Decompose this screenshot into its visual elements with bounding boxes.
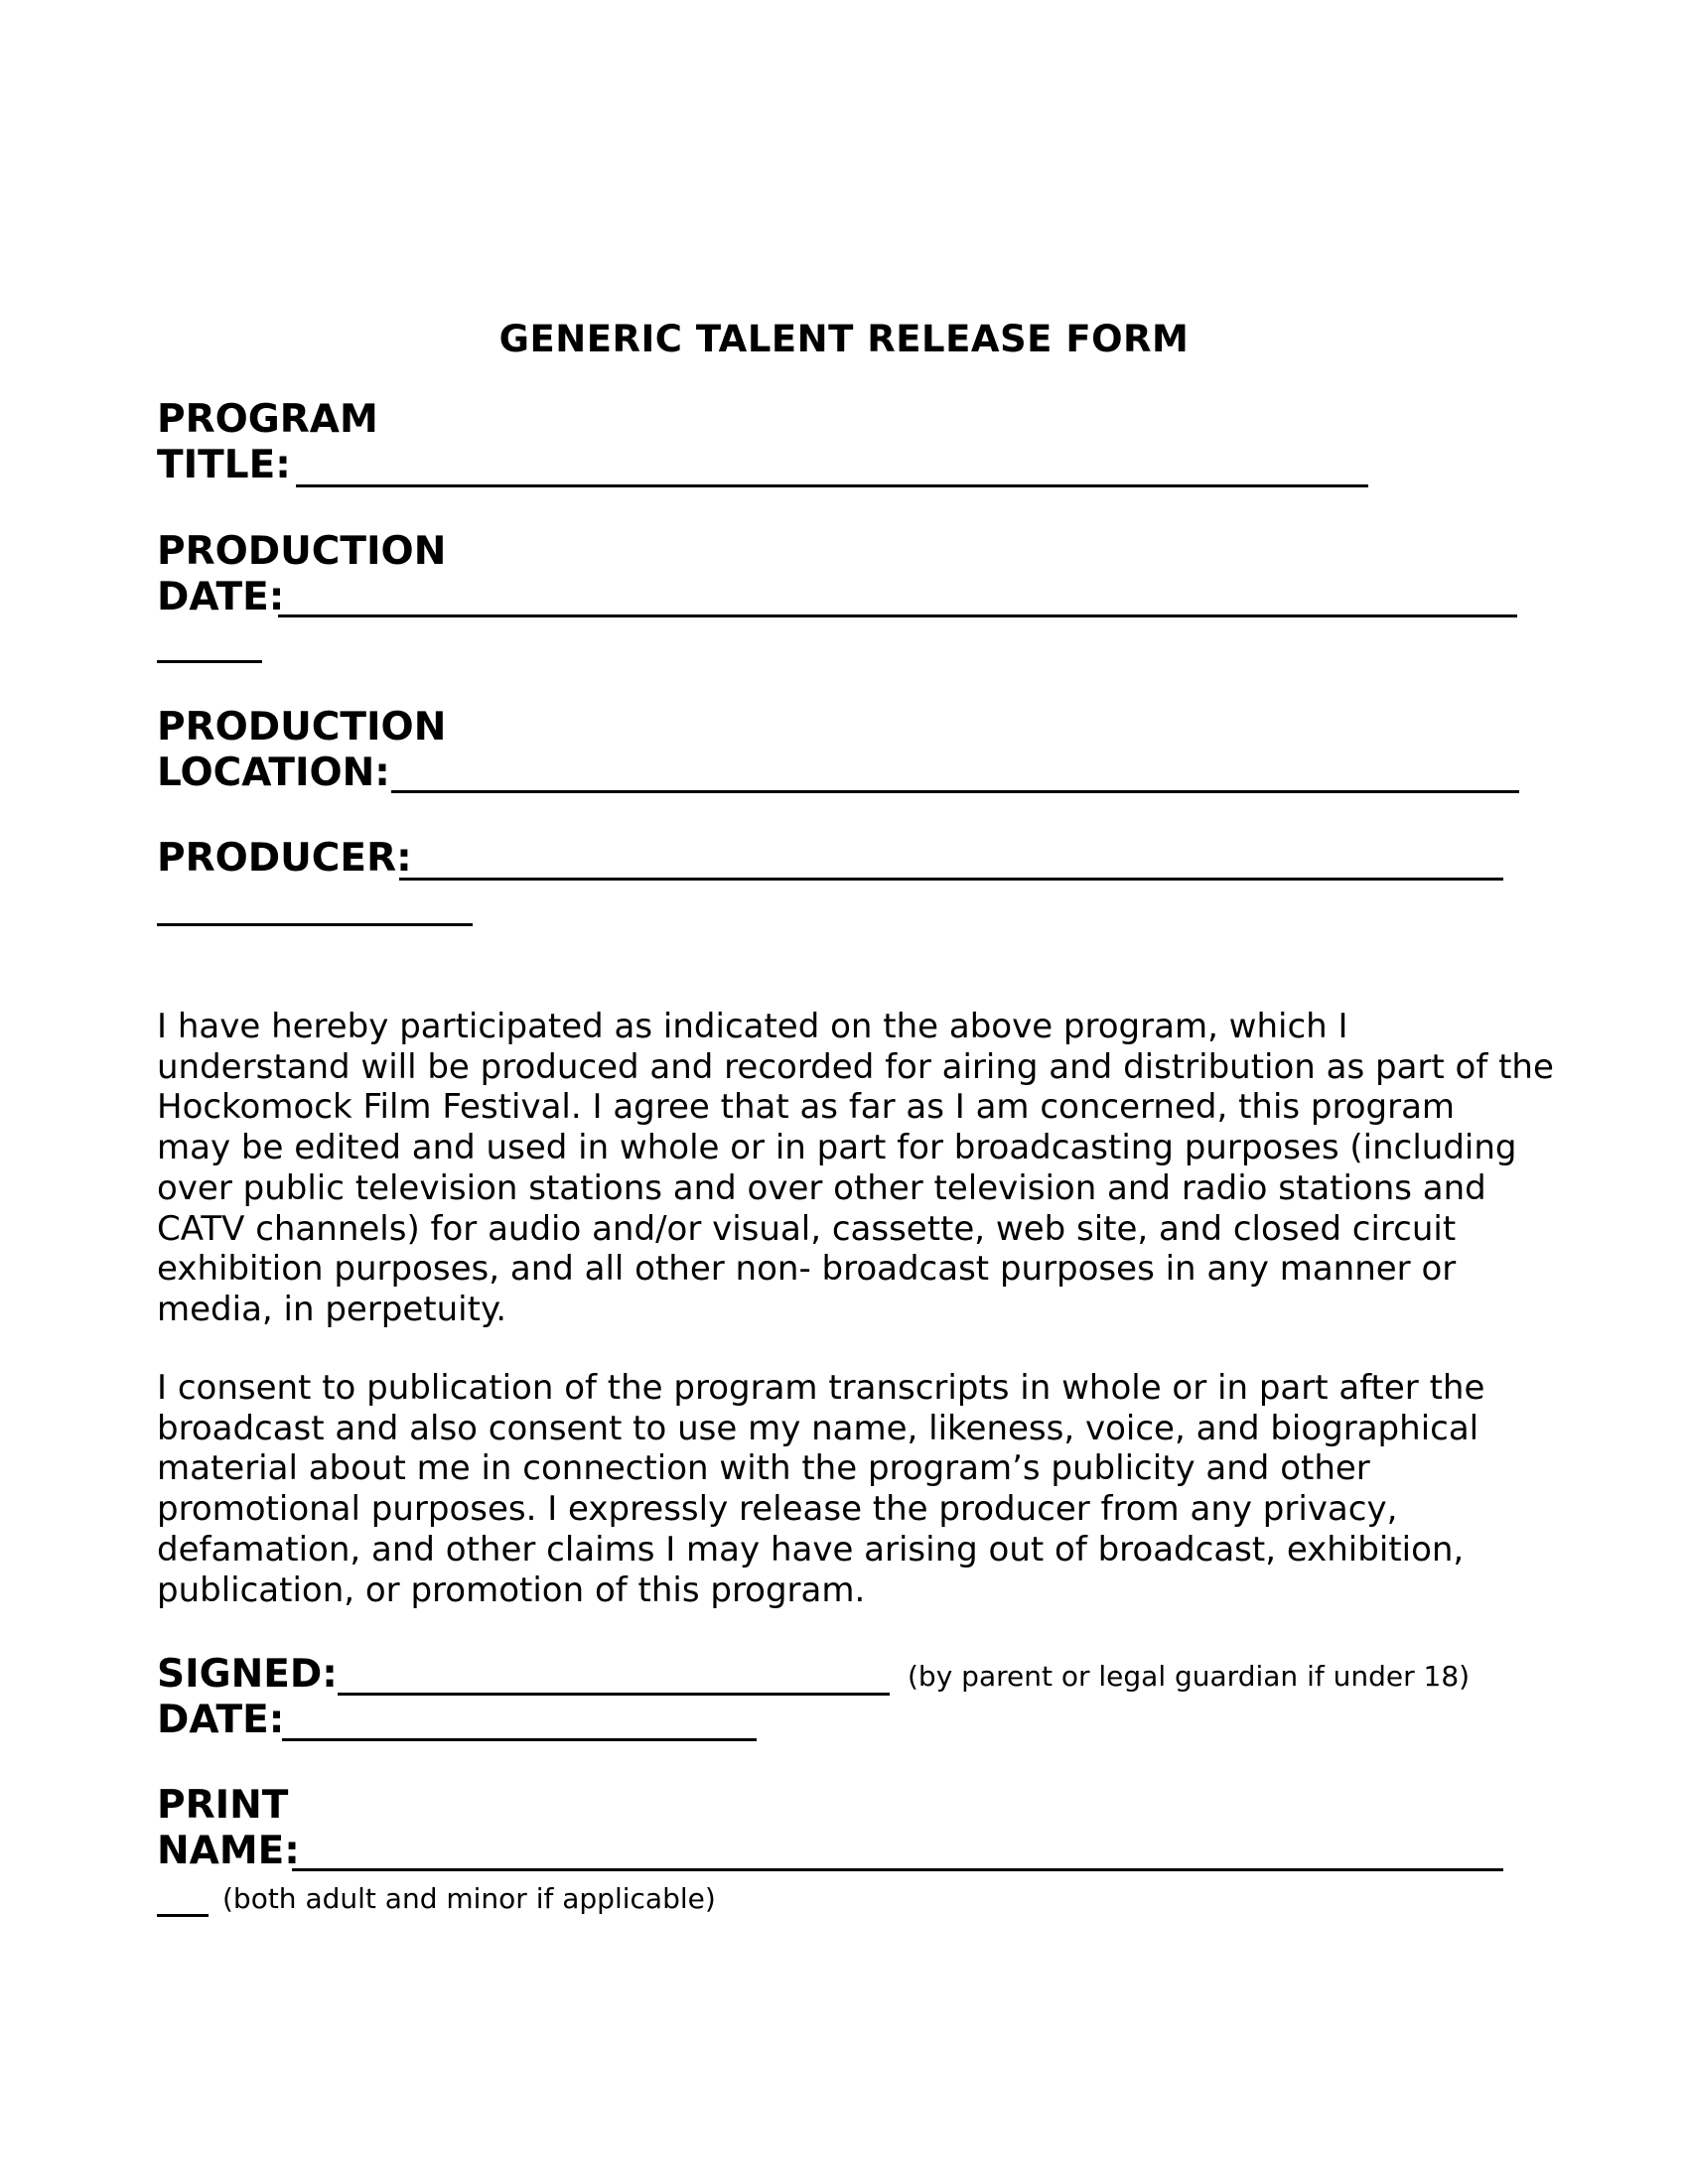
- program-title-input-line[interactable]: [296, 484, 1368, 487]
- paragraph-line: media, in perpetuity.: [157, 1289, 507, 1329]
- date-label: DATE:: [157, 1698, 285, 1742]
- producer-input-line-continued[interactable]: [157, 923, 473, 926]
- print-name-note: (both adult and minor if applicable): [222, 1882, 716, 1915]
- release-paragraph-1: [157, 1007, 1567, 1330]
- production-date-input-line-continued[interactable]: [157, 660, 262, 663]
- program-label-line1: PROGRAM: [157, 397, 378, 442]
- paragraph-line: I have hereby participated as indicated on the above program, which I: [157, 1007, 1348, 1046]
- form-title: GENERIC TALENT RELEASE FORM: [498, 318, 1190, 360]
- paragraph-line: over public television stations and over other television and radio stations and: [157, 1167, 1486, 1208]
- paragraph-line: CATV channels) for audio and/or visual, cassette, web site, and closed circuit: [157, 1208, 1457, 1249]
- paragraph-line: publication, or promotion of this program.: [157, 1570, 866, 1610]
- program-title-label: TITLE:: [157, 443, 291, 487]
- production-location-label-line1: PRODUCTION: [157, 705, 447, 750]
- production-location-label: LOCATION:: [157, 751, 390, 795]
- producer-input-line[interactable]: [399, 878, 1503, 881]
- paragraph-line: broadcast and also consent to use my name, likeness, voice, and biographical: [157, 1408, 1479, 1448]
- production-location-input-line[interactable]: [391, 790, 1519, 793]
- print-name-input-line[interactable]: [292, 1868, 1503, 1871]
- production-date-label: DATE:: [157, 575, 285, 619]
- paragraph-line: promotional purposes. I expressly release the producer from any privacy,: [157, 1489, 1398, 1530]
- release-paragraph-2: [157, 1368, 1567, 1610]
- paragraph-line: exhibition purposes, and all other non- broadcast purposes in any manner or: [157, 1249, 1457, 1290]
- production-date-input-line[interactable]: [278, 614, 1517, 617]
- print-name-label-line1: PRINT: [157, 1783, 289, 1828]
- signed-label: SIGNED:: [157, 1652, 338, 1697]
- date-input-line[interactable]: [282, 1738, 757, 1741]
- signed-note: (by parent or legal guardian if under 18): [908, 1660, 1471, 1693]
- producer-label: PRODUCER:: [157, 836, 412, 881]
- paragraph-line: Hockomock Film Festival. I agree that as far as I am concerned, this program: [157, 1087, 1456, 1128]
- paragraph-line: defamation, and other claims I may have arising out of broadcast, exhibition,: [157, 1529, 1465, 1570]
- paragraph-line: I consent to publication of the program transcripts in whole or in part after the: [157, 1368, 1485, 1408]
- signature-input-line[interactable]: [338, 1693, 890, 1696]
- paragraph-line: understand will be produced and recorded for airing and distribution as part of the: [157, 1046, 1554, 1087]
- print-name-label: NAME:: [157, 1829, 300, 1873]
- production-date-label-line1: PRODUCTION: [157, 529, 447, 574]
- paragraph-line: material about me in connection with the program’s publicity and other: [157, 1448, 1370, 1489]
- print-name-input-line-continued[interactable]: [157, 1914, 209, 1917]
- paragraph-line: may be edited and used in whole or in part for broadcasting purposes (including: [157, 1128, 1517, 1168]
